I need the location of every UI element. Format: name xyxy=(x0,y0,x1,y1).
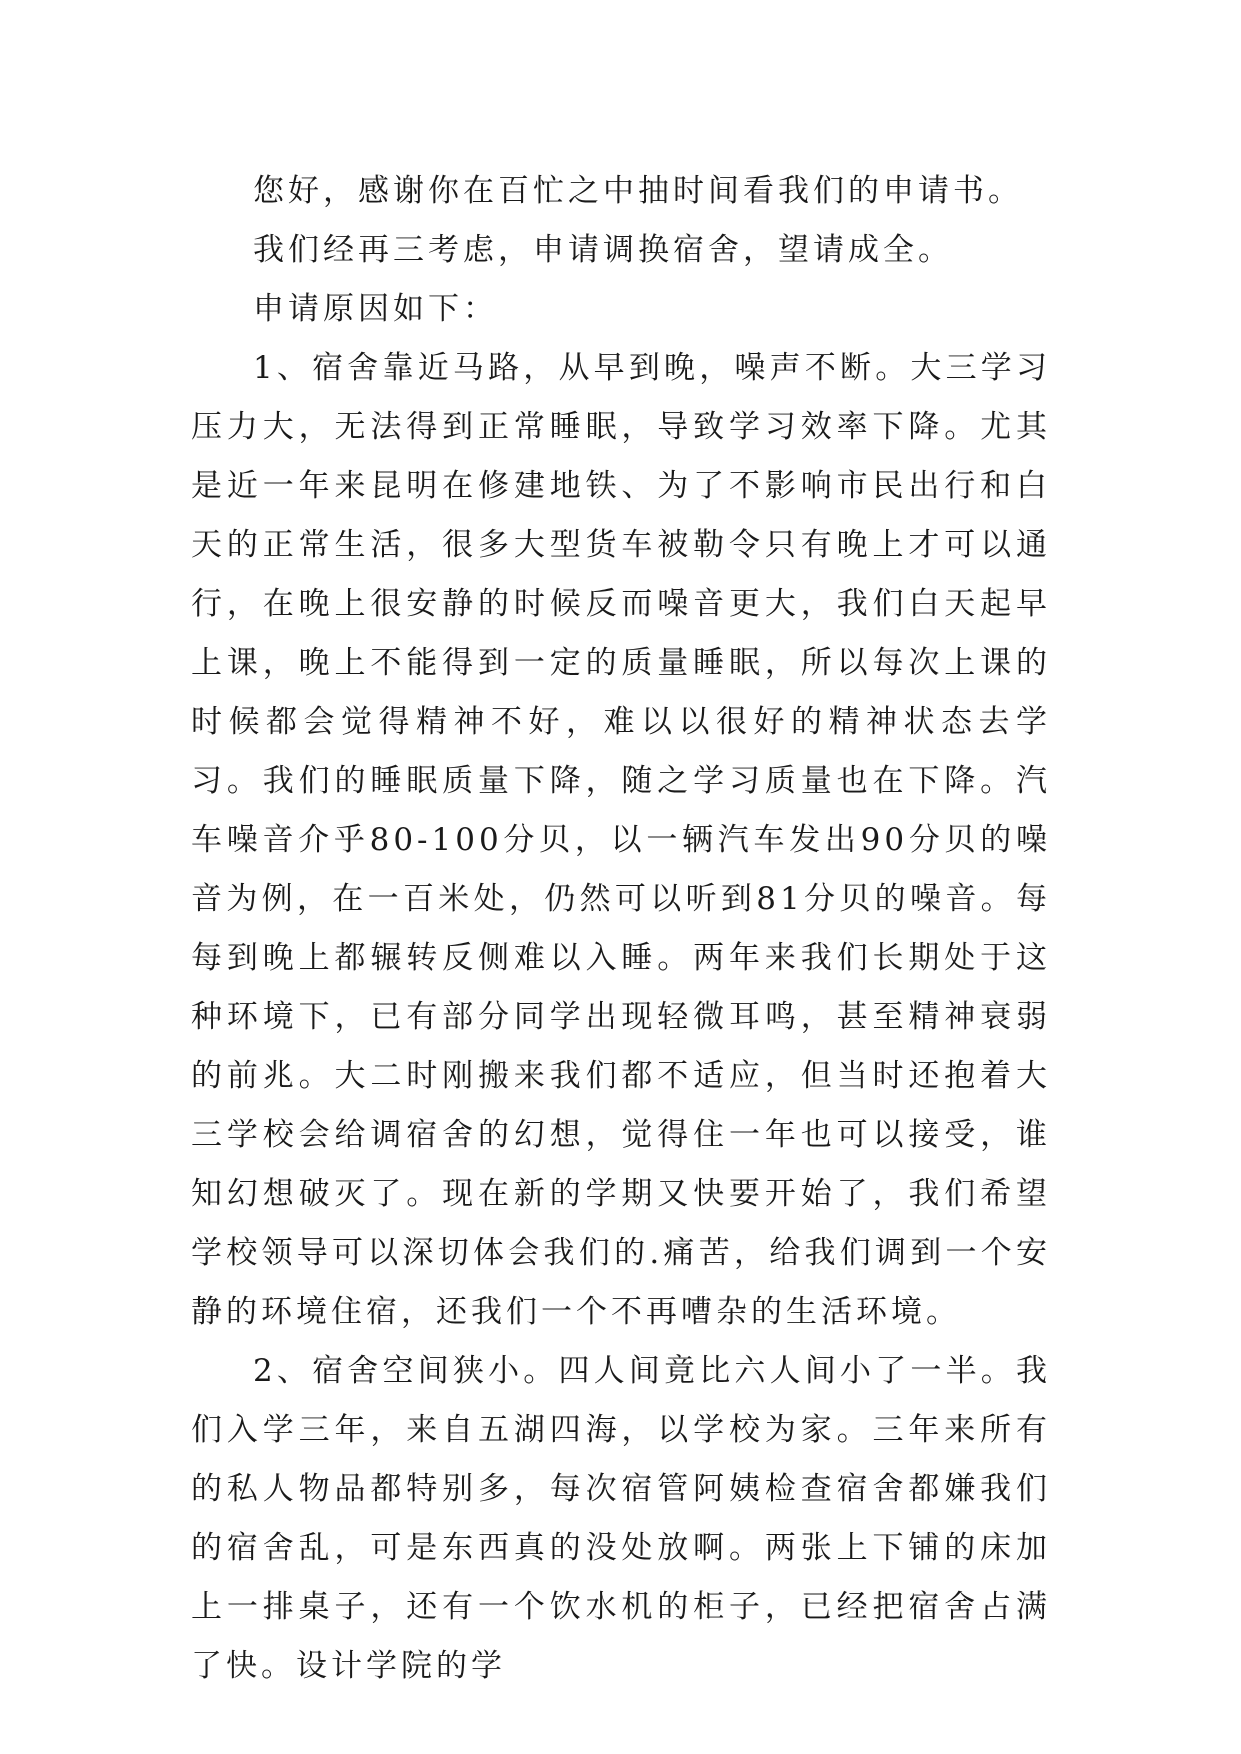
document-body xyxy=(191,162,1051,1696)
reason-2-paragraph: 2、宿舍空间狭小。四人间竟比六人间小了一半。我们入学三年，来自五湖四海，以学校为家。三年来所有的私人物品都特别多，每次宿管阿姨检查宿舍都嫌我们的宿舍乱，可是东西真的没处放啊。两张上下铺的床加上一排桌子，还有一个饮水机的柜子，已经把宿舍占满了快。设计学院的学 xyxy=(191,1353,1051,1684)
greeting-paragraph: 您好，感谢你在百忙之中抽时间看我们的申请书。 xyxy=(253,173,1023,209)
reasons-heading-paragraph: 申请原因如下： xyxy=(253,291,498,327)
request-paragraph: 我们经再三考虑，申请调换宿舍，望请成全。 xyxy=(253,232,953,268)
reason-1-paragraph: 1、宿舍靠近马路，从早到晚，噪声不断。大三学习压力大，无法得到正常睡眠，导致学习效率下降。尤其是近一年来昆明在修建地铁、为了不影响市民出行和白天的正常生活，很多大型货车被勒令只有晚上才可以通行，在晚上很安静的时候反而噪音更大，我们白天起早上课，晚上不能得到一定的质量睡眠，所以每次上课的时候都会觉得精神不好，难以以很好的精神状态去学习。我们的睡眠质量下降，随之学习质量也在下降。汽车噪音介乎80-100分贝，以一辆汽车发出90分贝的噪音为例，在一百米处，仍然可以听到81分贝的噪音。每每到晚上都辗转反侧难以入睡。两年来我们长期处于这种环境下，已有部分同学出现轻微耳鸣，甚至精神衰弱的前兆。大二时刚搬来我们都不适应，但当时还抱着大三学校会给调宿舍的幻想，觉得住一年也可以接受，谁知幻想破灭了。现在新的学期又快要开始了，我们希望学校领导可以深切体会我们的.痛苦，给我们调到一个安静的环境住宿，还我们一个不再嘈杂的生活环境。 xyxy=(191,350,1051,1330)
